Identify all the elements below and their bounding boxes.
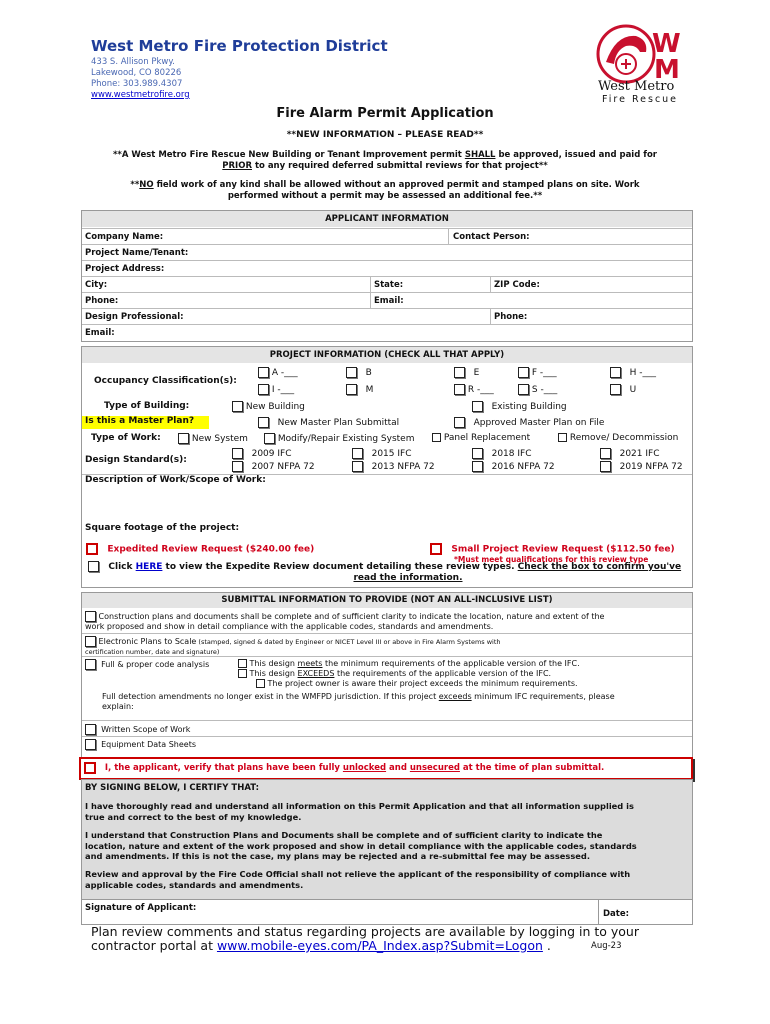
zip-field[interactable]: ZIP Code: bbox=[494, 280, 540, 290]
company-name-field[interactable]: Company Name: bbox=[85, 232, 164, 242]
footer-line-1: Plan review comments and status regarding projects are available by logging in to your bbox=[91, 924, 639, 939]
org-name: West Metro Fire Protection District bbox=[91, 37, 388, 55]
modify-repair-checkbox[interactable] bbox=[264, 433, 275, 444]
certify-section bbox=[81, 779, 693, 900]
design-pro-row bbox=[82, 308, 692, 325]
project-name-field[interactable]: Project Name/Tenant: bbox=[85, 248, 189, 258]
nfpa-2016-checkbox[interactable] bbox=[472, 461, 483, 472]
project-name-row bbox=[82, 244, 692, 261]
approved-master-plan-label: Approved Master Plan on File bbox=[473, 418, 605, 428]
phone-row bbox=[82, 292, 692, 309]
expedited-review-label: Expedited Review Request ($240.00 fee) bbox=[107, 544, 315, 555]
written-scope-checkbox[interactable] bbox=[85, 724, 96, 735]
occ-s-checkbox[interactable] bbox=[518, 384, 529, 395]
exceeds-checkbox[interactable] bbox=[238, 669, 247, 678]
design-professional-field[interactable]: Design Professional: bbox=[85, 312, 184, 322]
address-line-2: Lakewood, CO 80226 bbox=[91, 68, 182, 78]
submittal-heading: SUBMITTAL INFORMATION TO PROVIDE (NOT AN ALL-INCLUSIVE LIST) bbox=[82, 593, 692, 608]
logo-line-2: Fire Rescue bbox=[602, 94, 679, 105]
submittal-item-1: Construction plans and documents shall be complete and of sufficient clarity to indicate the location, nature and extent of the work proposed and show in detail compliance with the applicable codes, standards and amendments. bbox=[85, 612, 605, 631]
org-phone: Phone: 303.989.4307 bbox=[91, 79, 183, 89]
new-system-label: New System bbox=[191, 434, 248, 444]
work-type-label: Type of Work: bbox=[91, 433, 161, 443]
nfpa-2007-checkbox[interactable] bbox=[232, 461, 243, 472]
design-pro-email-row bbox=[82, 324, 692, 341]
city-field[interactable]: City: bbox=[85, 280, 108, 290]
construction-plans-checkbox[interactable] bbox=[85, 611, 96, 622]
project-address-row bbox=[82, 260, 692, 277]
state-field[interactable]: State: bbox=[374, 280, 404, 290]
new-master-plan-label: New Master Plan Submittal bbox=[277, 418, 400, 428]
signature-row bbox=[81, 899, 693, 925]
new-building-label: New Building bbox=[245, 402, 305, 412]
logo-emblem-icon bbox=[596, 22, 692, 86]
certify-heading: BY SIGNING BELOW, I CERTIFY THAT: bbox=[85, 783, 259, 793]
confirm-read-checkbox[interactable] bbox=[88, 561, 99, 572]
certify-paragraph-3: Review and approval by the Fire Code Official shall not relieve the applicant of the responsibility of compliance with applicable codes, standards and amendments. bbox=[85, 869, 631, 890]
email-field[interactable]: Email: bbox=[374, 296, 404, 306]
website-link[interactable]: www.westmetrofire.org bbox=[91, 90, 190, 100]
meets-checkbox[interactable] bbox=[238, 659, 247, 668]
new-building-checkbox[interactable] bbox=[232, 401, 243, 412]
applicant-section bbox=[81, 210, 693, 342]
occ-a-checkbox[interactable] bbox=[258, 367, 269, 378]
design-pro-email-field[interactable]: Email: bbox=[85, 328, 115, 338]
expedite-info-text: Click HERE to view the Expedite Review document detailing these review types. Check the box to confirm you've read the information. bbox=[88, 561, 688, 584]
logo bbox=[596, 22, 692, 106]
verify-unlocked-bar: I, the applicant, verify that plans have been fully unlocked and unsecured at the time of plan submittal. bbox=[79, 757, 693, 780]
logo-w: W bbox=[652, 29, 681, 59]
code-analysis-options: This design meets the minimum requirements of the applicable version of the IFC. This design EXCEEDS the requirements of the applicable version of the IFC. The project owner is aware their project exceeds the minimum requirements. bbox=[238, 659, 580, 689]
master-plan-label: Is this a Master Plan? bbox=[82, 416, 209, 429]
square-footage-field[interactable]: Square footage of the project: bbox=[85, 523, 240, 533]
occ-e-checkbox[interactable] bbox=[454, 367, 465, 378]
submittal-section bbox=[81, 592, 693, 778]
occ-f-checkbox[interactable] bbox=[518, 367, 529, 378]
org-address bbox=[91, 57, 190, 101]
verify-unlocked-checkbox[interactable] bbox=[84, 762, 96, 774]
logo-line-1: West Metro bbox=[598, 79, 675, 94]
remove-decommission-checkbox[interactable] bbox=[558, 433, 567, 442]
date-field[interactable]: Date: bbox=[603, 909, 630, 919]
project-address-field[interactable]: Project Address: bbox=[85, 264, 165, 274]
footer-note: Plan review comments and status regarding projects are available by logging in to your contractor portal at www.mobile-eyes.com/PA_Index.asp?Submit=Logon . bbox=[91, 924, 639, 953]
remove-decommission-label: Remove/ Decommission bbox=[569, 433, 679, 443]
existing-building-label: Existing Building bbox=[491, 402, 567, 412]
occ-i-checkbox[interactable] bbox=[258, 384, 269, 395]
panel-replacement-label: Panel Replacement bbox=[443, 433, 531, 443]
here-link[interactable]: HERE bbox=[135, 562, 163, 572]
occ-b-checkbox[interactable] bbox=[346, 367, 357, 378]
occ-h-checkbox[interactable] bbox=[610, 367, 621, 378]
description-field[interactable]: Description of Work/Scope of Work: bbox=[85, 475, 266, 485]
applicant-heading: APPLICANT INFORMATION bbox=[82, 211, 692, 227]
new-master-plan-checkbox[interactable] bbox=[258, 417, 269, 428]
notice-paragraph-2: **NO field work of any kind shall be allowed without an approved permit and stamped plans on site. Work performed without a permit may be assessed an additional fee.** bbox=[130, 180, 640, 201]
notice-heading: **NEW INFORMATION – PLEASE READ** bbox=[286, 130, 484, 140]
owner-aware-checkbox[interactable] bbox=[256, 679, 265, 688]
address-line-1: 433 S. Allison Pkwy. bbox=[91, 57, 175, 67]
written-scope-item: Written Scope of Work bbox=[85, 724, 190, 735]
city-row bbox=[82, 276, 692, 293]
ifc-2015-checkbox[interactable] bbox=[352, 448, 363, 459]
equipment-sheets-item: Equipment Data Sheets bbox=[85, 739, 196, 750]
new-system-checkbox[interactable] bbox=[178, 433, 189, 444]
project-heading: PROJECT INFORMATION (CHECK ALL THAT APPLY) bbox=[82, 347, 692, 363]
ifc-2018-checkbox[interactable] bbox=[472, 448, 483, 459]
logo-m: M bbox=[654, 55, 680, 85]
occupancy-label: Occupancy Classification(s): bbox=[94, 376, 237, 386]
small-project-review-label: Small Project Review Request ($112.50 fee) bbox=[451, 544, 675, 555]
code-analysis-checkbox[interactable] bbox=[85, 659, 96, 670]
occ-r-checkbox[interactable] bbox=[454, 384, 465, 395]
signature-field[interactable]: Signature of Applicant: bbox=[85, 903, 197, 913]
building-type-label: Type of Building: bbox=[104, 401, 190, 411]
submittal-item-3: Full & proper code analysis bbox=[85, 659, 209, 670]
panel-replacement-checkbox[interactable] bbox=[432, 433, 441, 442]
occ-m-checkbox[interactable] bbox=[346, 384, 357, 395]
submittal-item-2: Electronic Plans to Scale (stamped, signed & dated by Engineer or NICET Level III or above in Fire Alarm Systems with certification number, date and signature) bbox=[85, 637, 501, 656]
modify-repair-label: Modify/Repair Existing System bbox=[277, 434, 415, 444]
ifc-2009-checkbox[interactable] bbox=[232, 448, 243, 459]
qualification-note: *Must meet qualifications for this review type bbox=[454, 555, 649, 564]
certify-paragraph-2: I understand that Construction Plans and Documents shall be complete and of sufficient clarity to indicate the location, nature and extent of the work proposed and show in detail compliance with the applicable codes, standards and amendments. If this is not the case, my plans may be rejected and a re-submittal fee may be assessed. bbox=[85, 830, 637, 861]
equipment-sheets-checkbox[interactable] bbox=[85, 739, 96, 750]
occ-u-checkbox[interactable] bbox=[610, 384, 621, 395]
company-row bbox=[82, 228, 692, 245]
expedited-review-checkbox[interactable] bbox=[86, 543, 98, 555]
electronic-plans-checkbox[interactable] bbox=[85, 636, 96, 647]
full-detection-note: Full detection amendments no longer exist in the WMFPD jurisdiction. If this project exceeds minimum IFC requirements, please explain: bbox=[102, 692, 615, 711]
small-project-review-checkbox[interactable] bbox=[430, 543, 442, 555]
nfpa-2019-checkbox[interactable] bbox=[600, 461, 611, 472]
design-standards-label: Design Standard(s): bbox=[85, 455, 187, 465]
notice-paragraph-1: **A West Metro Fire Rescue New Building or Tenant Improvement permit SHALL be approved, issued and paid for PRIOR to any required deferred submittal reviews for that project** bbox=[112, 150, 657, 171]
portal-link[interactable]: www.mobile-eyes.com/PA_Index.asp?Submit=Logon bbox=[216, 938, 543, 953]
existing-building-checkbox[interactable] bbox=[472, 401, 483, 412]
certify-paragraph-1: I have thoroughly read and understand all information on this Permit Application and that all information supplied is true and correct to the best of my knowledge. bbox=[85, 801, 634, 822]
phone-field[interactable]: Phone: bbox=[85, 296, 119, 306]
page-title: Fire Alarm Permit Application bbox=[276, 106, 494, 121]
design-pro-phone-field[interactable]: Phone: bbox=[494, 312, 528, 322]
version-date: Aug-23 bbox=[591, 941, 622, 951]
contact-person-field[interactable]: Contact Person: bbox=[453, 232, 530, 242]
approved-master-plan-checkbox[interactable] bbox=[454, 417, 465, 428]
ifc-2021-checkbox[interactable] bbox=[600, 448, 611, 459]
project-section: PROJECT INFORMATION (CHECK ALL THAT APPLY) Occupancy Classification(s): A -___ B E F -___ H -___ I -___ M R -___ S -___ U Type of Building: New Building Existing Building Is this a Master Plan? New Master Plan Submittal Approved Master Plan on File Type of Work: New System Modify/Repair Existing System Panel Replacement Remove/ Decommission Design Standard(s): 2009 IFC 2015 IFC 2018 IFC 2021 IFC 2007 NFPA 72 2013 NFPA 72 2016 NFPA 72 2019 NFPA 72 Description of Work/Scope of Work: Square footage of the project: Expedited Review Request ($240.00 fee) Small Project Review Request ($112.50 fee) *Must meet qualifications for this review type Click HERE to view the Expedite Review document detailing these review types. Check the box to confirm you've read the information. bbox=[81, 346, 693, 588]
nfpa-2013-checkbox[interactable] bbox=[352, 461, 363, 472]
